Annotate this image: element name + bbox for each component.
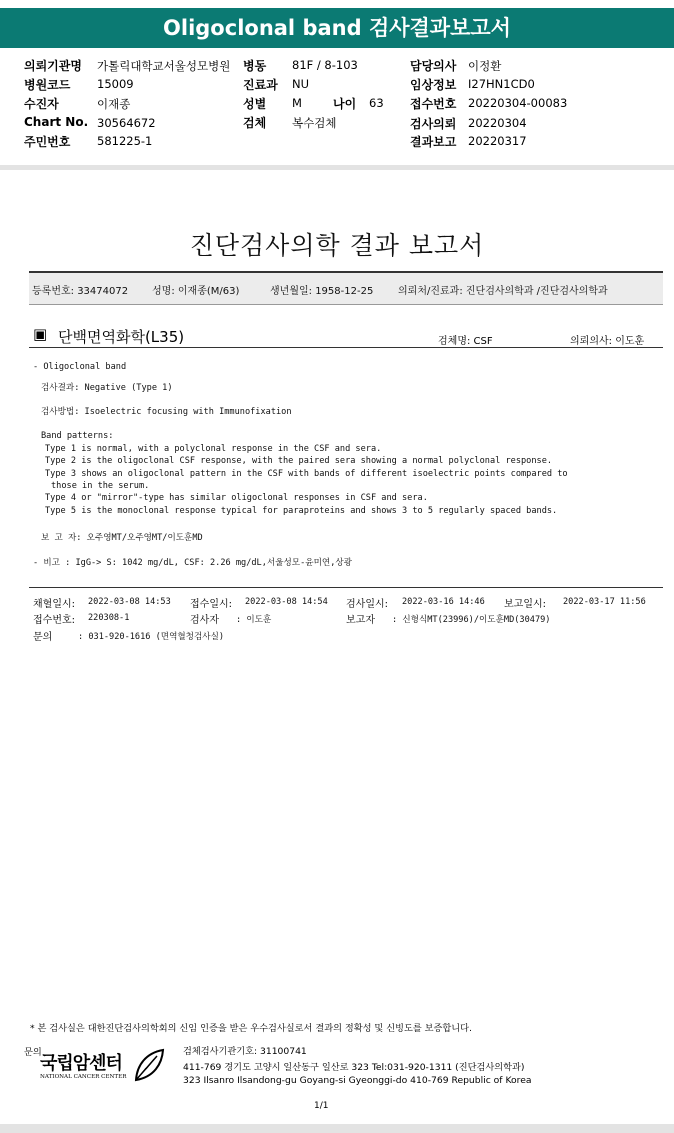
chart-label: Chart No. bbox=[24, 115, 89, 129]
certification-note: * 본 검사실은 대한진단검사의학회의 신임 인증을 받은 우수검사실로서 결과의 정확성 및 신빙도를 보증합니다. bbox=[30, 1023, 472, 1034]
test-name: - Oligoclonal band bbox=[33, 362, 127, 372]
band-type-3-cont: those in the serum. bbox=[51, 481, 150, 491]
accept-label: 접수일시: bbox=[190, 599, 233, 610]
document-title: 진단검사의학 결과 보고서 bbox=[189, 231, 485, 260]
report-date-value: 2022-03-17 11:56 bbox=[563, 597, 646, 607]
hospital-value: 가톨릭대학교서울성모병원 bbox=[97, 59, 231, 73]
test-result: 검사결과: Negative (Type 1) bbox=[41, 383, 173, 393]
section-box-icon: ▣ bbox=[33, 325, 48, 343]
age-label: 나이 bbox=[333, 97, 357, 111]
collect-label: 채혈일시: bbox=[33, 599, 76, 610]
address-english: 323 Ilsanro Ilsandong-gu Goyang-si Gyeonggi-do 410-769 Republic of Korea bbox=[183, 1075, 532, 1086]
sex-label: 성별 bbox=[243, 97, 267, 111]
band-type-5: Type 5 is the monoclonal response typical for paraproteins and shows 3 to 5 regularly spaced bands. bbox=[45, 506, 558, 516]
doctor-label: 담당의사 bbox=[410, 59, 457, 73]
hospital-label: 의뢰기관명 bbox=[24, 59, 82, 73]
clinical-label: 임상정보 bbox=[410, 78, 457, 92]
section-doctor: 의뢰의사: 이도훈 bbox=[570, 336, 645, 347]
remark-line: - 비고 : IgG-> S: 1042 mg/dL, CSF: 2.26 mg/dL,서울성모-윤미연,상광 bbox=[33, 558, 352, 568]
result-value: 20220317 bbox=[468, 134, 527, 148]
specimen-label: 검체 bbox=[243, 116, 267, 130]
receipt-value: 20220304-00083 bbox=[468, 96, 568, 110]
section-rule bbox=[29, 347, 663, 348]
info-rule bbox=[29, 587, 663, 588]
leaf-icon bbox=[132, 1047, 166, 1083]
band-type-4: Type 4 or "mirror"-type has similar oligoclonal responses in CSF and sera. bbox=[45, 493, 428, 503]
band-patterns-heading: Band patterns: bbox=[41, 431, 114, 441]
bottom-band bbox=[0, 1124, 674, 1133]
institution-code: 검체검사기관기호: 31100741 bbox=[183, 1046, 307, 1057]
ward-label: 병동 bbox=[243, 59, 267, 73]
request-label: 검사의뢰 bbox=[410, 117, 457, 131]
request-value: 20220304 bbox=[468, 116, 527, 130]
test-date-value: 2022-03-16 14:46 bbox=[402, 597, 485, 607]
specimen-value: 복수검체 bbox=[292, 116, 337, 130]
report-title-bar bbox=[0, 8, 674, 48]
header-divider bbox=[0, 165, 674, 170]
result-label: 결과보고 bbox=[410, 135, 457, 149]
accept-value: 2022-03-08 14:54 bbox=[245, 597, 328, 607]
hospcode-label: 병원코드 bbox=[24, 78, 71, 92]
report-title: Oligoclonal band 검사결과보고서 bbox=[163, 16, 511, 40]
contact-value: : 031-920-1616 (면역혈청검사실) bbox=[78, 632, 225, 642]
recipient-value: 이재종 bbox=[97, 97, 131, 111]
accno-value: 220308-1 bbox=[88, 613, 130, 623]
section-title: 단백면역화학(L35) bbox=[58, 328, 185, 346]
recipient-label: 수진자 bbox=[24, 97, 59, 111]
reporter-label: 보고자 bbox=[346, 615, 375, 626]
ward-value: 81F / 8-103 bbox=[292, 58, 358, 72]
birth-date: 생년월일: 1958-12-25 bbox=[270, 286, 374, 297]
reg-number: 등록번호: 33474072 bbox=[32, 286, 129, 297]
section-specimen: 검체명: CSF bbox=[438, 336, 493, 347]
band-type-1: Type 1 is normal, with a polyclonal response in the CSF and sera. bbox=[45, 444, 382, 454]
patient-bar bbox=[29, 271, 663, 305]
tester-label: 검사자 bbox=[190, 615, 219, 626]
test-date-label: 검사일시: bbox=[346, 599, 389, 610]
patient-name: 성명: 이재종(M/63) bbox=[152, 286, 240, 297]
reporter-line: 보 고 자: 오주영MT/오주영MT/이도훈MD bbox=[41, 533, 203, 543]
dept-label: 진료과 bbox=[243, 78, 278, 92]
receipt-label: 접수번호 bbox=[410, 97, 457, 111]
chart-value: 30564672 bbox=[97, 116, 156, 130]
footer-contact-label: 문의 bbox=[24, 1047, 42, 1058]
test-method: 검사방법: Isoelectric focusing with Immunofixation bbox=[41, 407, 292, 417]
address-korean: 411-769 경기도 고양시 일산동구 일산로 323 Tel:031-920-1311 (진단검사의학과) bbox=[183, 1062, 525, 1073]
reporter-value: : 신형식MT(23996)/이도훈MD(30479) bbox=[392, 615, 551, 625]
collect-value: 2022-03-08 14:53 bbox=[88, 597, 171, 607]
clinical-value: I27HN1CD0 bbox=[468, 77, 535, 91]
sex-value: M bbox=[292, 96, 302, 110]
rrn-label: 주민번호 bbox=[24, 135, 71, 149]
requesting-dept: 의뢰처/진료과: 진단검사의학과 /진단검사의학과 bbox=[398, 286, 608, 297]
contact-label: 문의 bbox=[33, 632, 53, 643]
age-value: 63 bbox=[369, 96, 384, 110]
band-type-3: Type 3 shows an oligoclonal pattern in the CSF with bands of different isoelectric points compared to bbox=[45, 469, 568, 479]
doctor-value: 이정환 bbox=[468, 59, 502, 73]
logo-text: 국립암센터 bbox=[40, 1053, 122, 1074]
report-date-label: 보고일시: bbox=[504, 599, 547, 610]
hospcode-value: 15009 bbox=[97, 77, 134, 91]
dept-value: NU bbox=[292, 77, 310, 91]
tester-value: : 이도훈 bbox=[236, 615, 272, 625]
logo-subtext: NATIONAL CANCER CENTER bbox=[40, 1074, 127, 1080]
band-type-2: Type 2 is the oligoclonal CSF response, with the paired sera showing a normal polyclonal response. bbox=[45, 456, 553, 466]
rrn-value: 581225-1 bbox=[97, 134, 153, 148]
accno-label: 접수번호: bbox=[33, 615, 76, 626]
page-number: 1/1 bbox=[314, 1101, 329, 1111]
ncc-logo bbox=[40, 1047, 165, 1087]
